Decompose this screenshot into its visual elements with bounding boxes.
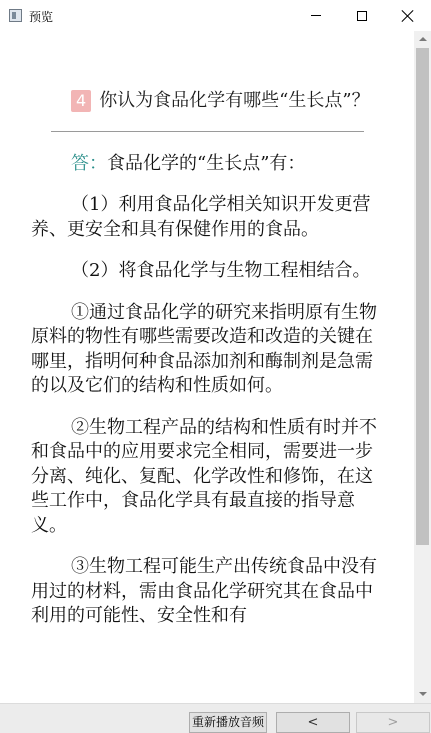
app-icon — [9, 9, 22, 22]
scroll-thumb[interactable] — [416, 48, 429, 545]
question-text: 你认为食品化学有哪些“生长点”？ — [99, 90, 370, 111]
close-icon — [402, 10, 414, 22]
close-button[interactable] — [385, 0, 431, 31]
maximize-button[interactable] — [339, 0, 385, 31]
question-number-badge: 4 — [71, 90, 91, 112]
minimize-button[interactable] — [293, 0, 339, 31]
replay-audio-button[interactable]: 重新播放音频 — [189, 712, 267, 733]
answer-paragraph: （2）将食品化学与生物工程相结合。 — [71, 260, 371, 281]
scroll-down-button[interactable] — [414, 686, 431, 703]
vertical-scrollbar[interactable] — [414, 31, 431, 703]
content — [31, 89, 385, 629]
answer-intro: 食品化学的“生长点”有： — [107, 152, 306, 174]
answer-paragraph: ②生物工程产品的结构和性质有时并不和食品中的应用要求完全相同，需要进一步分离、纯化、复配、化学改性和修饰，在这些工作中，食品化学具有最直接的指导意义。 — [31, 416, 377, 536]
question — [31, 89, 385, 114]
answer-heading — [31, 152, 385, 177]
title-bar — [0, 0, 431, 31]
scroll-up-button[interactable] — [414, 31, 431, 48]
next-button[interactable]: > — [356, 712, 430, 733]
answer-paragraph: ①通过食品化学的研究来指明原有生物原料的物性有哪些需要改造和改造的关键在哪里，指明何种食品添加剂和酶制剂是急需的以及它们的结构和性质如何。 — [31, 301, 377, 396]
content-viewport — [0, 31, 414, 703]
answer-paragraph: ③生物工程可能生产出传统食品中没有用过的材料，需由食品化学研究其在食品中利用的可能性、安全性和有 — [31, 556, 377, 626]
maximize-icon — [357, 11, 367, 21]
minimize-icon — [311, 15, 321, 16]
bottom-toolbar — [0, 703, 431, 733]
divider — [51, 131, 364, 132]
arrow-up-icon — [419, 37, 427, 41]
arrow-down-icon — [419, 692, 427, 696]
previous-button[interactable]: < — [276, 712, 350, 733]
answer-label: 答： — [71, 152, 107, 174]
answer-paragraph: （1）利用食品化学相关知识开发更营养、更安全和具有保健作用的食品。 — [31, 194, 371, 240]
window-title: 预览 — [29, 10, 54, 24]
